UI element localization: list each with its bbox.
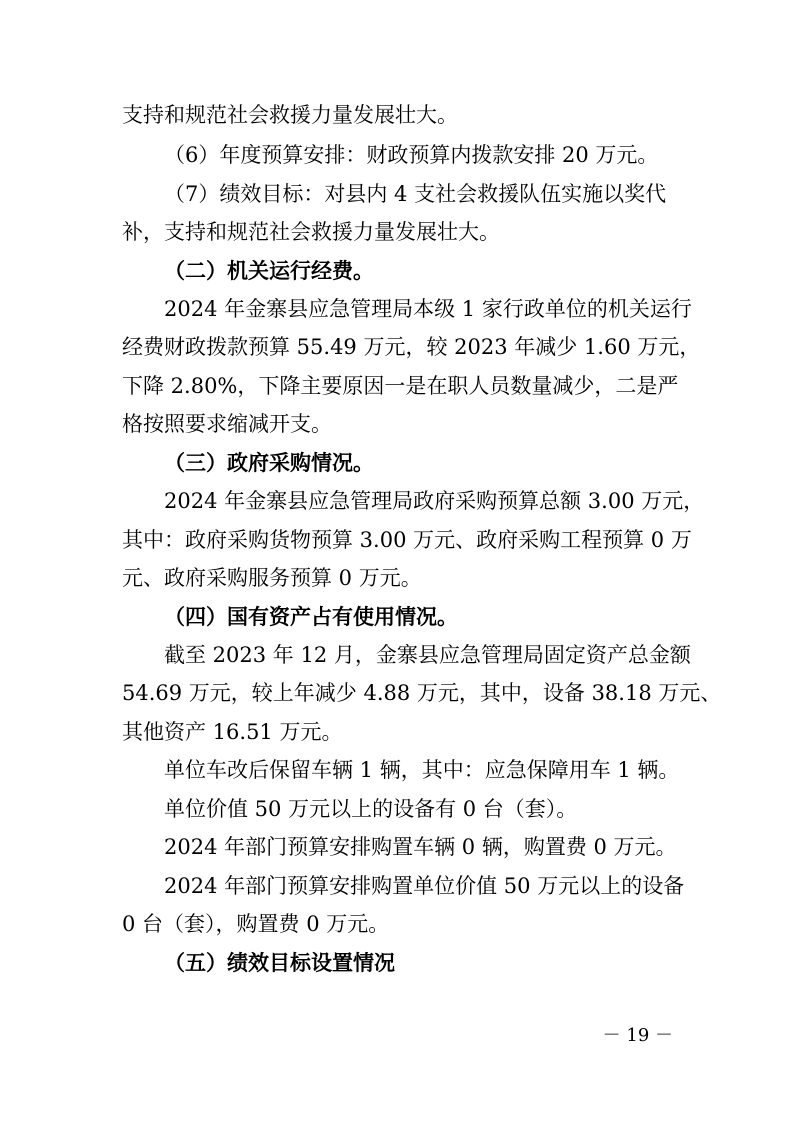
paragraph-line: 其中：政府采购货物预算 3.00 万元、政府采购工程预算 0 万 (122, 528, 692, 552)
page-number: － 19 － (602, 1025, 673, 1046)
paragraph-line: 单位价值 50 万元以上的设备有 0 台（套）。 (164, 797, 578, 821)
paragraph-line: 截至 2023 年 12 月，金寨县应急管理局固定资产总金额 (164, 643, 691, 667)
paragraph-line: 单位车改后保留车辆 1 辆，其中：应急保障用车 1 辆。 (164, 758, 680, 782)
paragraph-line: 2024 年金寨县应急管理局本级 1 家行政单位的机关运行 (164, 297, 692, 321)
paragraph-line: 格按照要求缩减开支。 (122, 412, 332, 436)
paragraph-line: 经费财政拨款预算 55.49 万元，较 2023 年减少 1.60 万元， (122, 335, 701, 359)
paragraph-line: 支持和规范社会救援力量发展壮大。 (122, 103, 458, 127)
paragraph-line: （6）年度预算安排：财政预算内拨款安排 20 万元。 (164, 143, 659, 167)
paragraph-line: 下降 2.80%，下降主要原因一是在职人员数量减少，二是严 (122, 374, 679, 398)
paragraph-line: 元、政府采购服务预算 0 万元。 (122, 566, 422, 590)
paragraph-line: 其他资产 16.51 万元。 (122, 720, 343, 744)
section-heading: （五）绩效目标设置情况 (164, 950, 395, 975)
section-heading: （四）国有资产占有使用情况。 (164, 604, 458, 629)
section-heading: （三）政府采购情况。 (164, 450, 374, 475)
paragraph-line: 2024 年部门预算安排购置车辆 0 辆，购置费 0 万元。 (164, 835, 677, 859)
paragraph-line: 2024 年部门预算安排购置单位价值 50 万元以上的设备 (164, 874, 685, 898)
paragraph-line: 54.69 万元，较上年减少 4.88 万元，其中，设备 38.18 万元、 (122, 681, 722, 705)
paragraph-line: （7）绩效目标：对县内 4 支社会救援队伍实施以奖代 (164, 182, 667, 206)
section-heading: （二）机关运行经费。 (164, 258, 374, 283)
paragraph-line: 补，支持和规范社会救援力量发展壮大。 (122, 220, 500, 244)
paragraph-line: 2024 年金寨县应急管理局政府采购预算总额 3.00 万元， (164, 489, 705, 513)
paragraph-line: 0 台（套），购置费 0 万元。 (122, 912, 390, 936)
